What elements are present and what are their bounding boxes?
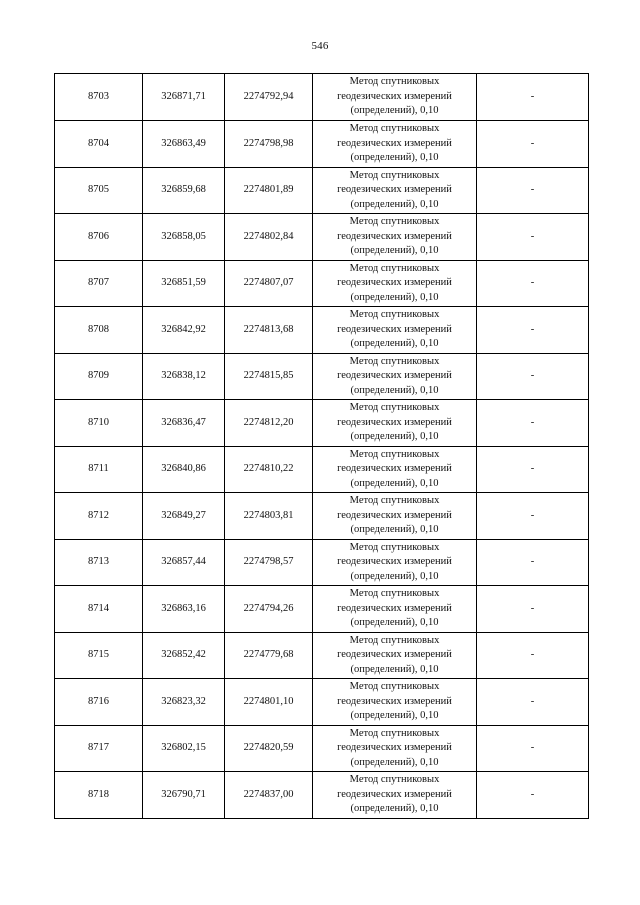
- point-number-cell: 8712: [55, 493, 143, 540]
- method-cell: [313, 353, 477, 400]
- method-text: Метод спутниковых геодезических измерений (определений), 0,10: [337, 355, 452, 396]
- method-text: Метод спутниковых геодезических измерений (определений), 0,10: [337, 216, 452, 256]
- method-cell: [313, 772, 477, 819]
- y-coordinate-cell: 2274815,85: [225, 353, 313, 400]
- point-number-cell: 8709: [55, 353, 143, 400]
- method-cell: [313, 493, 477, 540]
- y-coordinate-cell: 2274798,57: [225, 539, 313, 586]
- method-text: Метод спутниковых геодезических измерений (определений), 0,10: [337, 169, 452, 210]
- method-text: Метод спутниковых геодезических измерений (определений), 0,10: [337, 681, 452, 721]
- x-coordinate-cell: 326840,86: [143, 446, 225, 493]
- note-cell: -: [477, 586, 589, 633]
- note-cell: -: [477, 260, 589, 307]
- y-coordinate-cell: 2274810,22: [225, 446, 313, 493]
- x-coordinate-cell: 326859,68: [143, 167, 225, 214]
- method-text: Метод спутниковых геодезических измерений (определений), 0,10: [337, 634, 452, 675]
- x-coordinate-cell: 326802,15: [143, 725, 225, 772]
- note-cell: -: [477, 167, 589, 214]
- x-coordinate-cell: 326863,16: [143, 586, 225, 633]
- table-row: [55, 121, 589, 168]
- note-cell: -: [477, 632, 589, 679]
- point-number-cell: 8716: [55, 679, 143, 726]
- note-cell: -: [477, 679, 589, 726]
- method-cell: [313, 121, 477, 168]
- method-cell: [313, 679, 477, 726]
- note-cell: -: [477, 353, 589, 400]
- x-coordinate-cell: 326823,32: [143, 679, 225, 726]
- y-coordinate-cell: 2274807,07: [225, 260, 313, 307]
- method-cell: [313, 307, 477, 354]
- note-cell: -: [477, 307, 589, 354]
- x-coordinate-cell: 326842,92: [143, 307, 225, 354]
- point-number-cell: 8715: [55, 632, 143, 679]
- page-number: 546: [311, 40, 329, 52]
- table-row: [55, 539, 589, 586]
- note-cell: -: [477, 493, 589, 540]
- note-cell: -: [477, 772, 589, 819]
- table-row: [55, 446, 589, 493]
- method-cell: [313, 214, 477, 261]
- method-cell: [313, 539, 477, 586]
- note-cell: -: [477, 539, 589, 586]
- table-row: [55, 632, 589, 679]
- y-coordinate-cell: 2274802,84: [225, 214, 313, 261]
- x-coordinate-cell: 326858,05: [143, 214, 225, 261]
- point-number-cell: 8718: [55, 772, 143, 819]
- y-coordinate-cell: 2274803,81: [225, 493, 313, 540]
- point-number-cell: 8706: [55, 214, 143, 261]
- table-row: [55, 772, 589, 819]
- x-coordinate-cell: 326836,47: [143, 400, 225, 447]
- table-row: [55, 74, 589, 121]
- y-coordinate-cell: 2274820,59: [225, 725, 313, 772]
- method-text: Метод спутниковых геодезических измерений (определений), 0,10: [337, 588, 452, 628]
- point-number-cell: 8704: [55, 121, 143, 168]
- method-text: Метод спутниковых геодезических измерений (определений), 0,10: [337, 495, 452, 535]
- method-cell: [313, 586, 477, 633]
- point-number-cell: 8703: [55, 74, 143, 121]
- x-coordinate-cell: 326863,49: [143, 121, 225, 168]
- y-coordinate-cell: 2274837,00: [225, 772, 313, 819]
- method-text: Метод спутниковых геодезических измерений (определений), 0,10: [337, 774, 452, 814]
- point-number-cell: 8710: [55, 400, 143, 447]
- point-number-cell: 8714: [55, 586, 143, 633]
- table-row: [55, 400, 589, 447]
- y-coordinate-cell: 2274812,20: [225, 400, 313, 447]
- note-cell: -: [477, 74, 589, 121]
- point-number-cell: 8713: [55, 539, 143, 586]
- table-row: [55, 167, 589, 214]
- method-cell: [313, 260, 477, 307]
- table-row: [55, 679, 589, 726]
- coordinates-table: [54, 73, 589, 819]
- table-row: [55, 260, 589, 307]
- y-coordinate-cell: 2274792,94: [225, 74, 313, 121]
- table-row: [55, 493, 589, 540]
- y-coordinate-cell: 2274801,89: [225, 167, 313, 214]
- method-cell: [313, 725, 477, 772]
- note-cell: -: [477, 400, 589, 447]
- y-coordinate-cell: 2274813,68: [225, 307, 313, 354]
- x-coordinate-cell: 326857,44: [143, 539, 225, 586]
- x-coordinate-cell: 326852,42: [143, 632, 225, 679]
- point-number-cell: 8708: [55, 307, 143, 354]
- method-text: Метод спутниковых геодезических измерений (определений), 0,10: [337, 727, 452, 768]
- method-cell: [313, 632, 477, 679]
- x-coordinate-cell: 326871,71: [143, 74, 225, 121]
- y-coordinate-cell: 2274798,98: [225, 121, 313, 168]
- method-text: Метод спутниковых геодезических измерений (определений), 0,10: [337, 309, 452, 349]
- note-cell: -: [477, 725, 589, 772]
- y-coordinate-cell: 2274794,26: [225, 586, 313, 633]
- coordinates-table-body: [55, 74, 589, 819]
- note-cell: -: [477, 214, 589, 261]
- method-text: Метод спутниковых геодезических измерений (определений), 0,10: [337, 76, 452, 117]
- method-cell: [313, 167, 477, 214]
- method-text: Метод спутниковых геодезических измерений (определений), 0,10: [337, 262, 452, 303]
- x-coordinate-cell: 326838,12: [143, 353, 225, 400]
- table-row: [55, 586, 589, 633]
- point-number-cell: 8707: [55, 260, 143, 307]
- point-number-cell: 8711: [55, 446, 143, 493]
- x-coordinate-cell: 326851,59: [143, 260, 225, 307]
- method-text: Метод спутниковых геодезических измерений (определений), 0,10: [337, 402, 452, 442]
- table-row: [55, 725, 589, 772]
- method-text: Метод спутниковых геодезических измерений (определений), 0,10: [337, 123, 452, 163]
- x-coordinate-cell: 326790,71: [143, 772, 225, 819]
- method-cell: [313, 74, 477, 121]
- table-row: [55, 353, 589, 400]
- note-cell: -: [477, 446, 589, 493]
- method-cell: [313, 400, 477, 447]
- method-text: Метод спутниковых геодезических измерений (определений), 0,10: [337, 448, 452, 489]
- method-text: Метод спутниковых геодезических измерений (определений), 0,10: [337, 541, 452, 582]
- note-cell: -: [477, 121, 589, 168]
- method-cell: [313, 446, 477, 493]
- x-coordinate-cell: 326849,27: [143, 493, 225, 540]
- table-row: [55, 307, 589, 354]
- y-coordinate-cell: 2274779,68: [225, 632, 313, 679]
- point-number-cell: 8717: [55, 725, 143, 772]
- y-coordinate-cell: 2274801,10: [225, 679, 313, 726]
- table-row: [55, 214, 589, 261]
- point-number-cell: 8705: [55, 167, 143, 214]
